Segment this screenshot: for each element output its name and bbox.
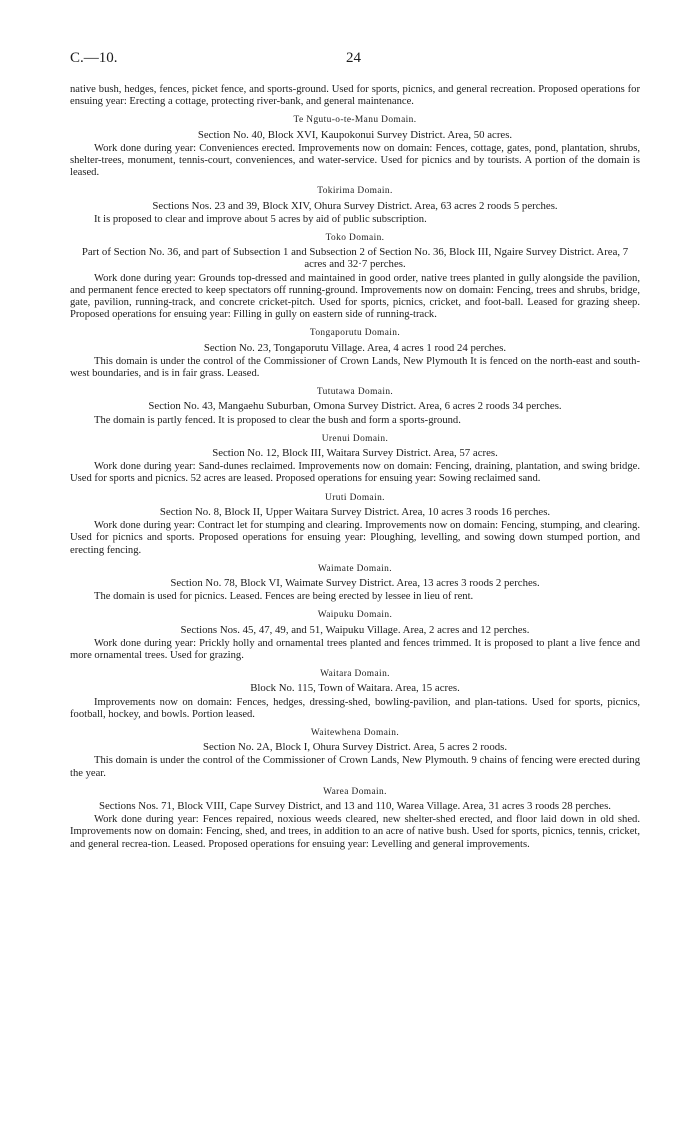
section-location: Section No. 78, Block VI, Waimate Survey District. Area, 13 acres 3 roods 2 perches. (170, 576, 540, 589)
section-location: Section No. 2A, Block I, Ohura Survey District. Area, 5 acres 2 roods. (202, 741, 508, 754)
section-title: Toko Domain. (325, 233, 385, 244)
section-location: Section No. 12, Block III, Waitara Survey District. Area, 57 acres. (212, 447, 498, 460)
domain-section (70, 386, 640, 427)
section-location: Section No. 43, Mangaehu Suburban, Omona Survey District. Area, 6 acres 2 roods 34 perches. (148, 400, 562, 413)
section-title: Waitewhena Domain. (310, 727, 400, 738)
section-title: Uruti Domain. (325, 492, 385, 503)
section-text: The domain is partly fenced. It is proposed to clear the bush and form a sports-ground. (94, 414, 461, 426)
section-title: Warea Domain. (323, 786, 387, 797)
section-location: Part of Section No. 36, and part of Subsection 1 and Subsection 2 of Section No. 36, Block III, Ngaire Survey District. Area, 7 acres and 32·7 perches. (81, 246, 629, 271)
document-reference: C.—10. (70, 50, 118, 66)
section-location: Block No. 115, Town of Waitara. Area, 15 acres. (250, 682, 460, 695)
page-body (70, 84, 640, 851)
domain-section (70, 609, 640, 662)
section-title: Waitara Domain. (320, 669, 390, 680)
domain-section (70, 327, 640, 380)
page-header (70, 52, 630, 72)
section-text: Work done during year: Contract let for stumping and clearing. Improvements now on domain: Fencing, stumping, and clearing. Used for picnics and sports. Proposed operations for ensuing year: Ploughing, levelling, and sowing down stumped portion, and erecting fencing. (70, 520, 640, 556)
section-text: Work done during year: Conveniences erected. Improvements now on domain: Fences, cottage, gates, pond, plantation, shrubs, shelter-trees, monument, tennis-court, conveniences, and water-service. Used for picnics and by tourists. A portion of the domain is leased. (70, 142, 640, 179)
section-title: Tokirima Domain. (317, 186, 393, 197)
section-title: Tututawa Domain. (316, 387, 394, 398)
section-text: The domain is used for picnics. Leased. Fences are being erected by lessee in lieu of rent. (94, 591, 474, 603)
section-title: Tongaporutu Domain. (309, 328, 401, 339)
section-title: Te Ngutu-o-te-Manu Domain. (293, 115, 417, 126)
section-location: Section No. 40, Block XVI, Kaupokonui Survey District. Area, 50 acres. (197, 128, 513, 141)
section-text: Improvements now on domain: Fences, hedges, dressing-shed, bowling-pavilion, and plan-tations. Used for sports, picnics, football, hockey, and bowls. Portion leased. (70, 696, 640, 720)
domain-section (70, 114, 640, 179)
section-text: Work done during year: Grounds top-dressed and maintained in good order, native trees planted in gully alongside the pavilion, and permanent fence erected to keep spectators off running-ground. Improvements now on domain: Fencing, trees and shrubs, bridge, gate, pavilion, running-track, and concrete cricket-pitch. Used for sports, picnics, cricket, and foot-ball. Leased for grazing sheep. Proposed operations for ensuing year: Filling in gully on eastern side of running-track. (70, 272, 640, 321)
domain-section (70, 563, 640, 604)
intro-paragraph: native bush, hedges, fences, picket fence, and sports-ground. Used for sports, picnics, and general recreation. Proposed operations for ensuing year: Erecting a cottage, protecting river-bank, and general maintenance. (70, 84, 640, 108)
section-text: Work done during year: Fences repaired, noxious weeds cleared, new shelter-shed erected, and floor laid down in old shed. Improvements now on domain: Fencing, shed, and trees, in addition to an acre of native bush. Used for sports, picnics, tennis, cricket, and general recrea-tion. Leased. Proposed operations for ensuing year: Levelling and general improvements. (70, 814, 640, 850)
section-title: Waimate Domain. (318, 563, 392, 574)
section-location: Section No. 23, Tongaporutu Village. Area, 4 acres 1 rood 24 perches. (203, 341, 507, 354)
domain-section (70, 786, 640, 851)
domain-section (70, 727, 640, 780)
section-location: Section No. 8, Block II, Upper Waitara Survey District. Area, 10 acres 3 roods 16 perches. (159, 505, 551, 518)
section-text: This domain is under the control of the Commissioner of Crown Lands, New Plymouth. 9 chains of fencing were erected during the year. (70, 755, 640, 779)
domain-section (70, 492, 640, 557)
section-location: Sections Nos. 71, Block VIII, Cape Survey District, and 13 and 110, Warea Village. Area, 31 acres 3 roods 28 perches. (98, 799, 611, 812)
section-location: Sections Nos. 45, 47, 49, and 51, Waipuku Village. Area, 2 acres and 12 perches. (180, 623, 530, 636)
section-location: Sections Nos. 23 and 39, Block XIV, Ohura Survey District. Area, 63 acres 2 roods 5 perches. (152, 199, 558, 212)
section-text: Work done during year: Prickly holly and ornamental trees planted and fences trimmed. It is proposed to plant a live fence and more ornamental trees. Used for grazing. (70, 637, 640, 661)
section-text: It is proposed to clear and improve about 5 acres by aid of public subscription. (94, 213, 427, 225)
section-title: Urenui Domain. (321, 433, 389, 444)
domain-section (70, 232, 640, 321)
section-text: This domain is under the control of the Commissioner of Crown Lands, New Plymouth It is fenced on the north-east and south-west boundaries, and is in fair grass. Leased. (70, 355, 640, 380)
domain-section (70, 668, 640, 721)
page-number: 24 (346, 50, 361, 66)
section-text: Work done during year: Sand-dunes reclaimed. Improvements now on domain: Fencing, draining, plantation, and swing bridge. Used for sports and picnics. 52 acres are leased. Proposed operations for ensuing year: Sowing reclaimed sand. (70, 461, 640, 485)
section-title: Waipuku Domain. (317, 610, 393, 621)
domain-section (70, 433, 640, 486)
domain-section (70, 185, 640, 226)
